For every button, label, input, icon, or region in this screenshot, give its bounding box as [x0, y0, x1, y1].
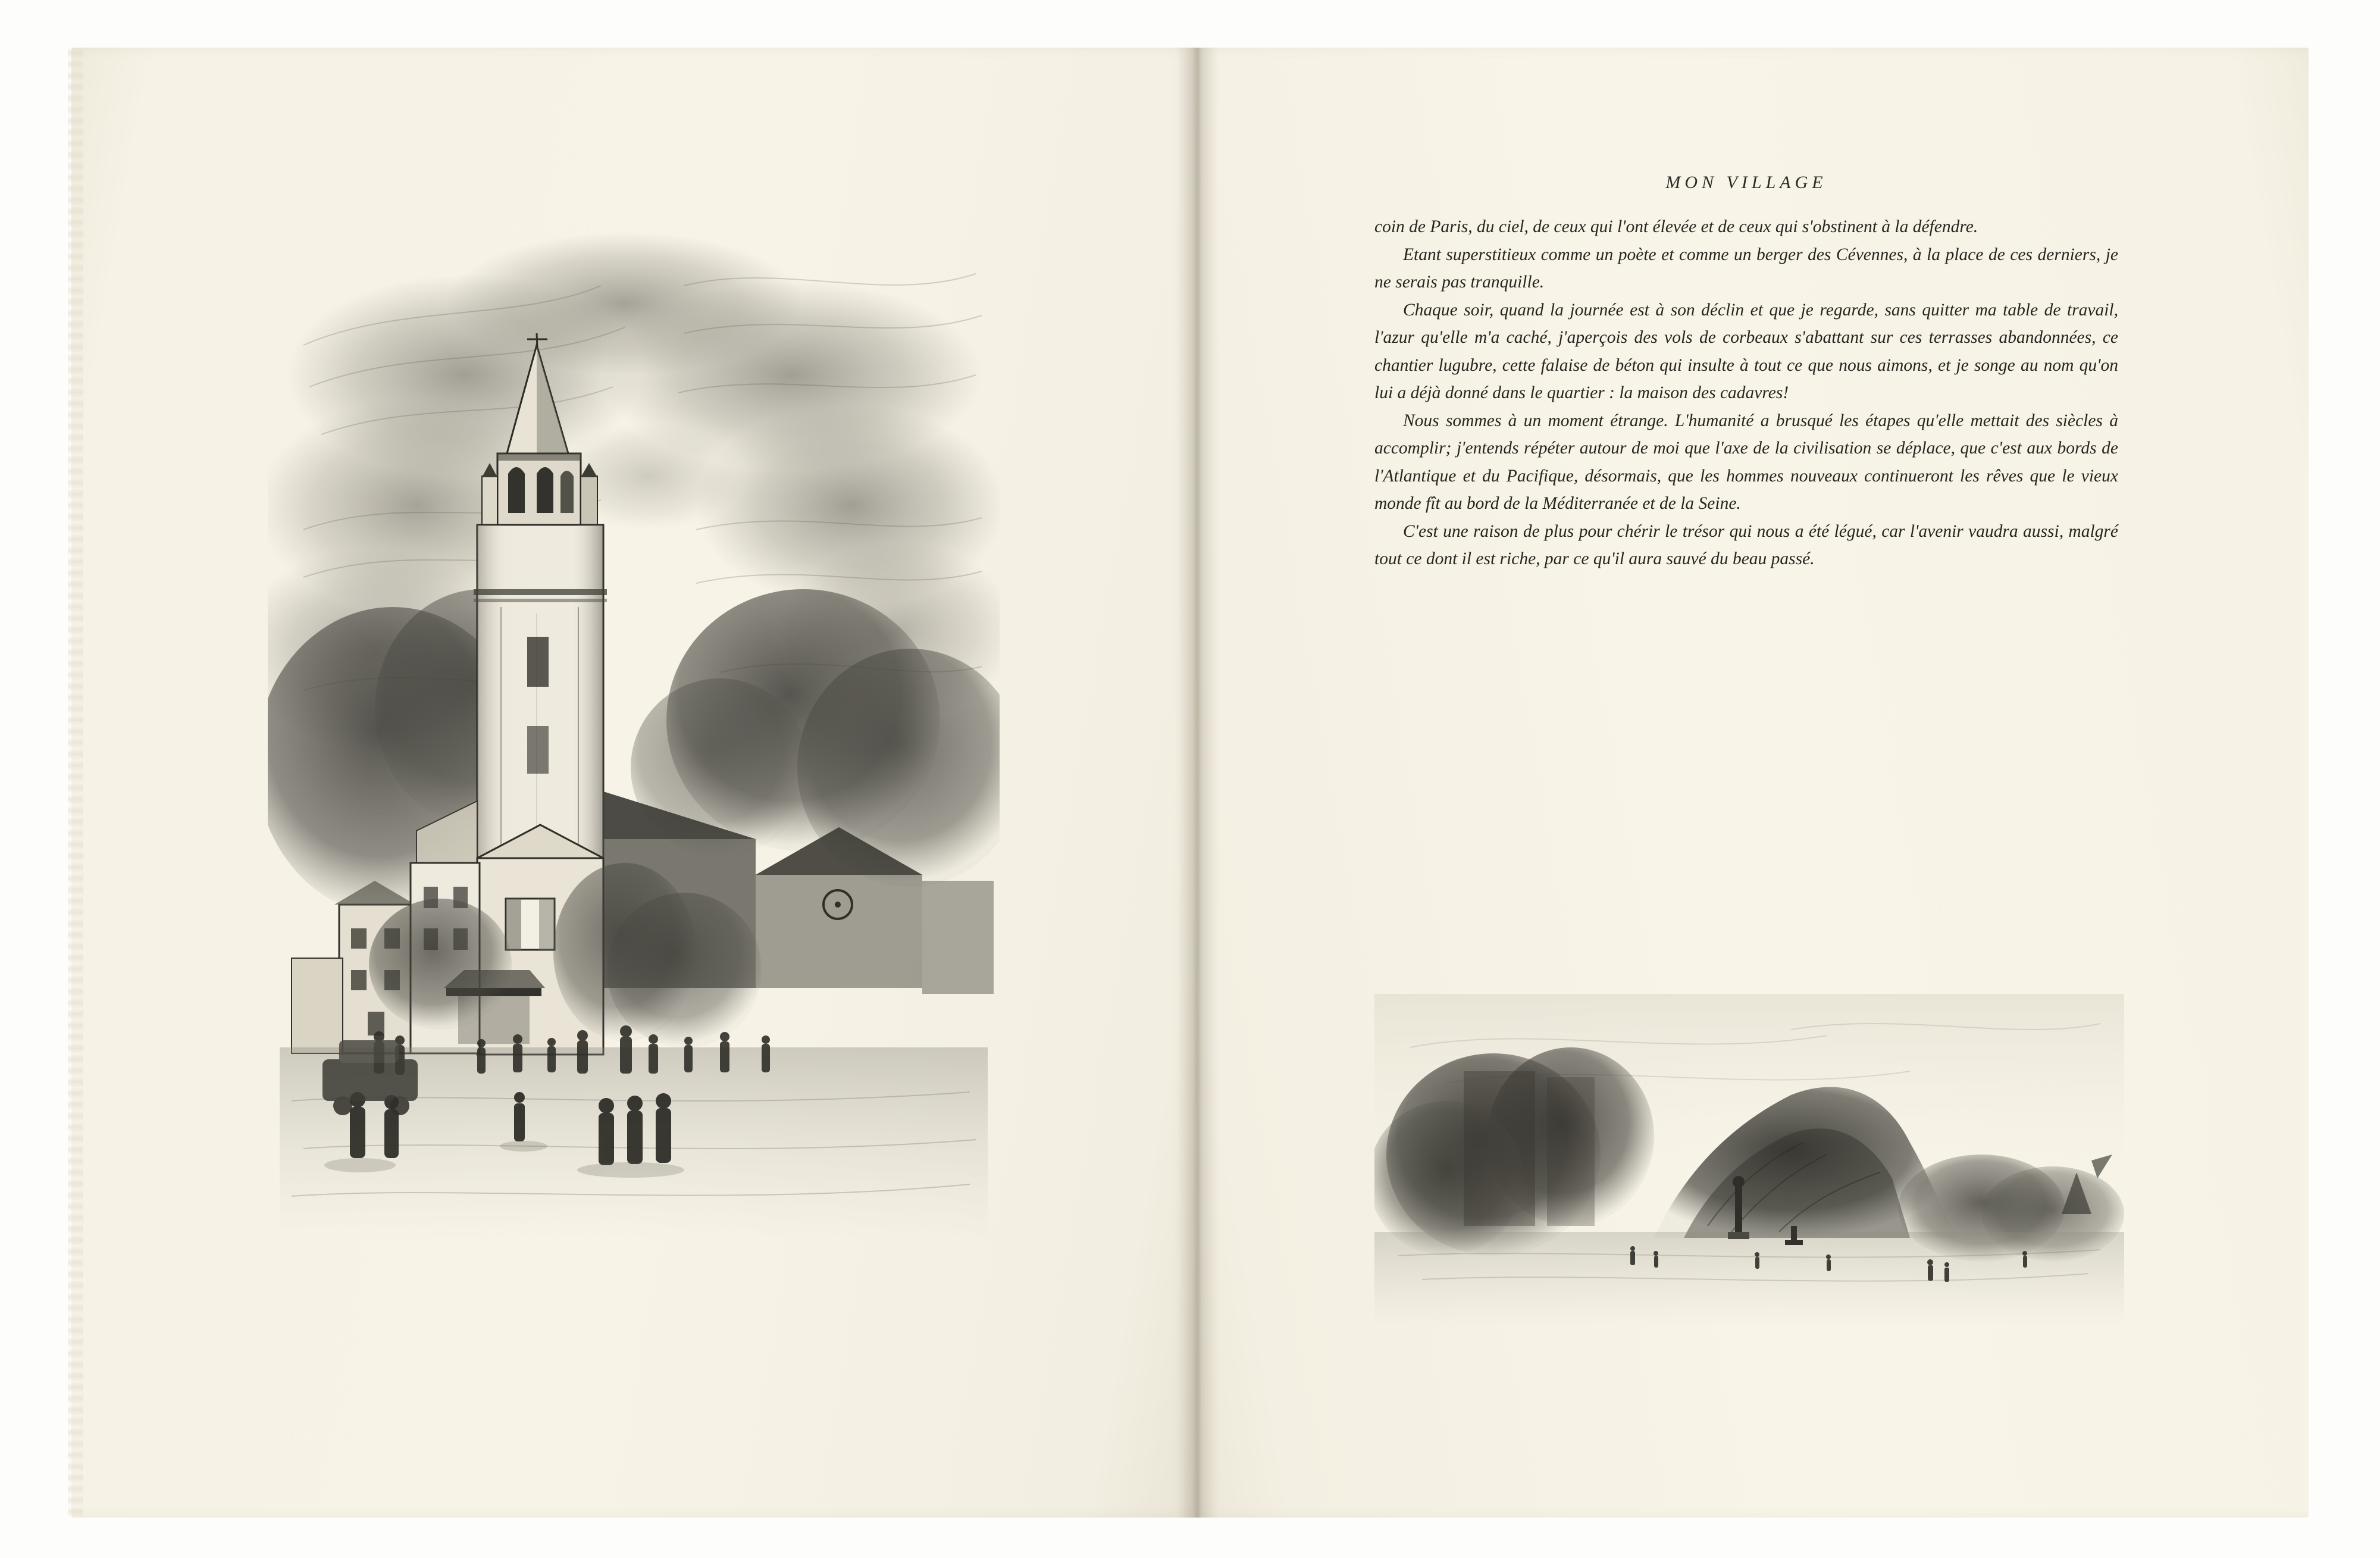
paragraph: Nous sommes à un moment étrange. L'humanité a brusqué les étapes qu'elle mettait des siècles à accomplir; j'entends répéter autour de moi que l'axe de la civilisation se déplace, que c'est aux bords de l'Atlantique et du Pacifique, désormais, que les hommes nouveaux continueront les rêves que le vieux monde fît au bord de la Méditerranée et de la Seine. [1374, 411, 2118, 513]
deckled-edge [68, 48, 83, 1518]
left-page [71, 48, 1196, 1518]
paragraph: coin de Paris, du ciel, de ceux qui l'ont élevée et de ceux qui s'obstinent à la défendre. [1374, 217, 1978, 236]
park-with-monument-vignette [1374, 976, 2124, 1327]
paragraph: Etant superstitieux comme un poète et comme un berger des Cévennes, à la place de ces derniers, je ne serais pas tranquille. [1374, 245, 2118, 292]
foreground-tree [369, 899, 512, 1030]
church-of-saint-germain-des-pres-lithograph [268, 196, 1000, 1315]
paragraph: Chaque soir, quand la journée est à son déclin et que je regarde, sans quitter ma table de travail, l'azur qu'elle m'a caché, j'aperçois des vols de corbeaux s'abattant sur ces terrasses abandonnées, ce chantier lugubre, cette falaise de béton qui insulte à tout ce que nous aimons, et je songe au nom qu'on lui a déjà donné dans le quartier : la maison des cadavres! [1374, 300, 2118, 402]
body-text [1374, 213, 2118, 573]
right-page [1196, 48, 2309, 1518]
running-head: MON VILLAGE [1665, 173, 1827, 192]
paragraph: C'est une raison de plus pour chérir le trésor qui nous a été légué, car l'avenir vaudra aussi, malgré tout ce dont il est riche, par ce qu'il aura sauvé du beau passé. [1374, 521, 2118, 568]
book-spread [71, 48, 2309, 1518]
